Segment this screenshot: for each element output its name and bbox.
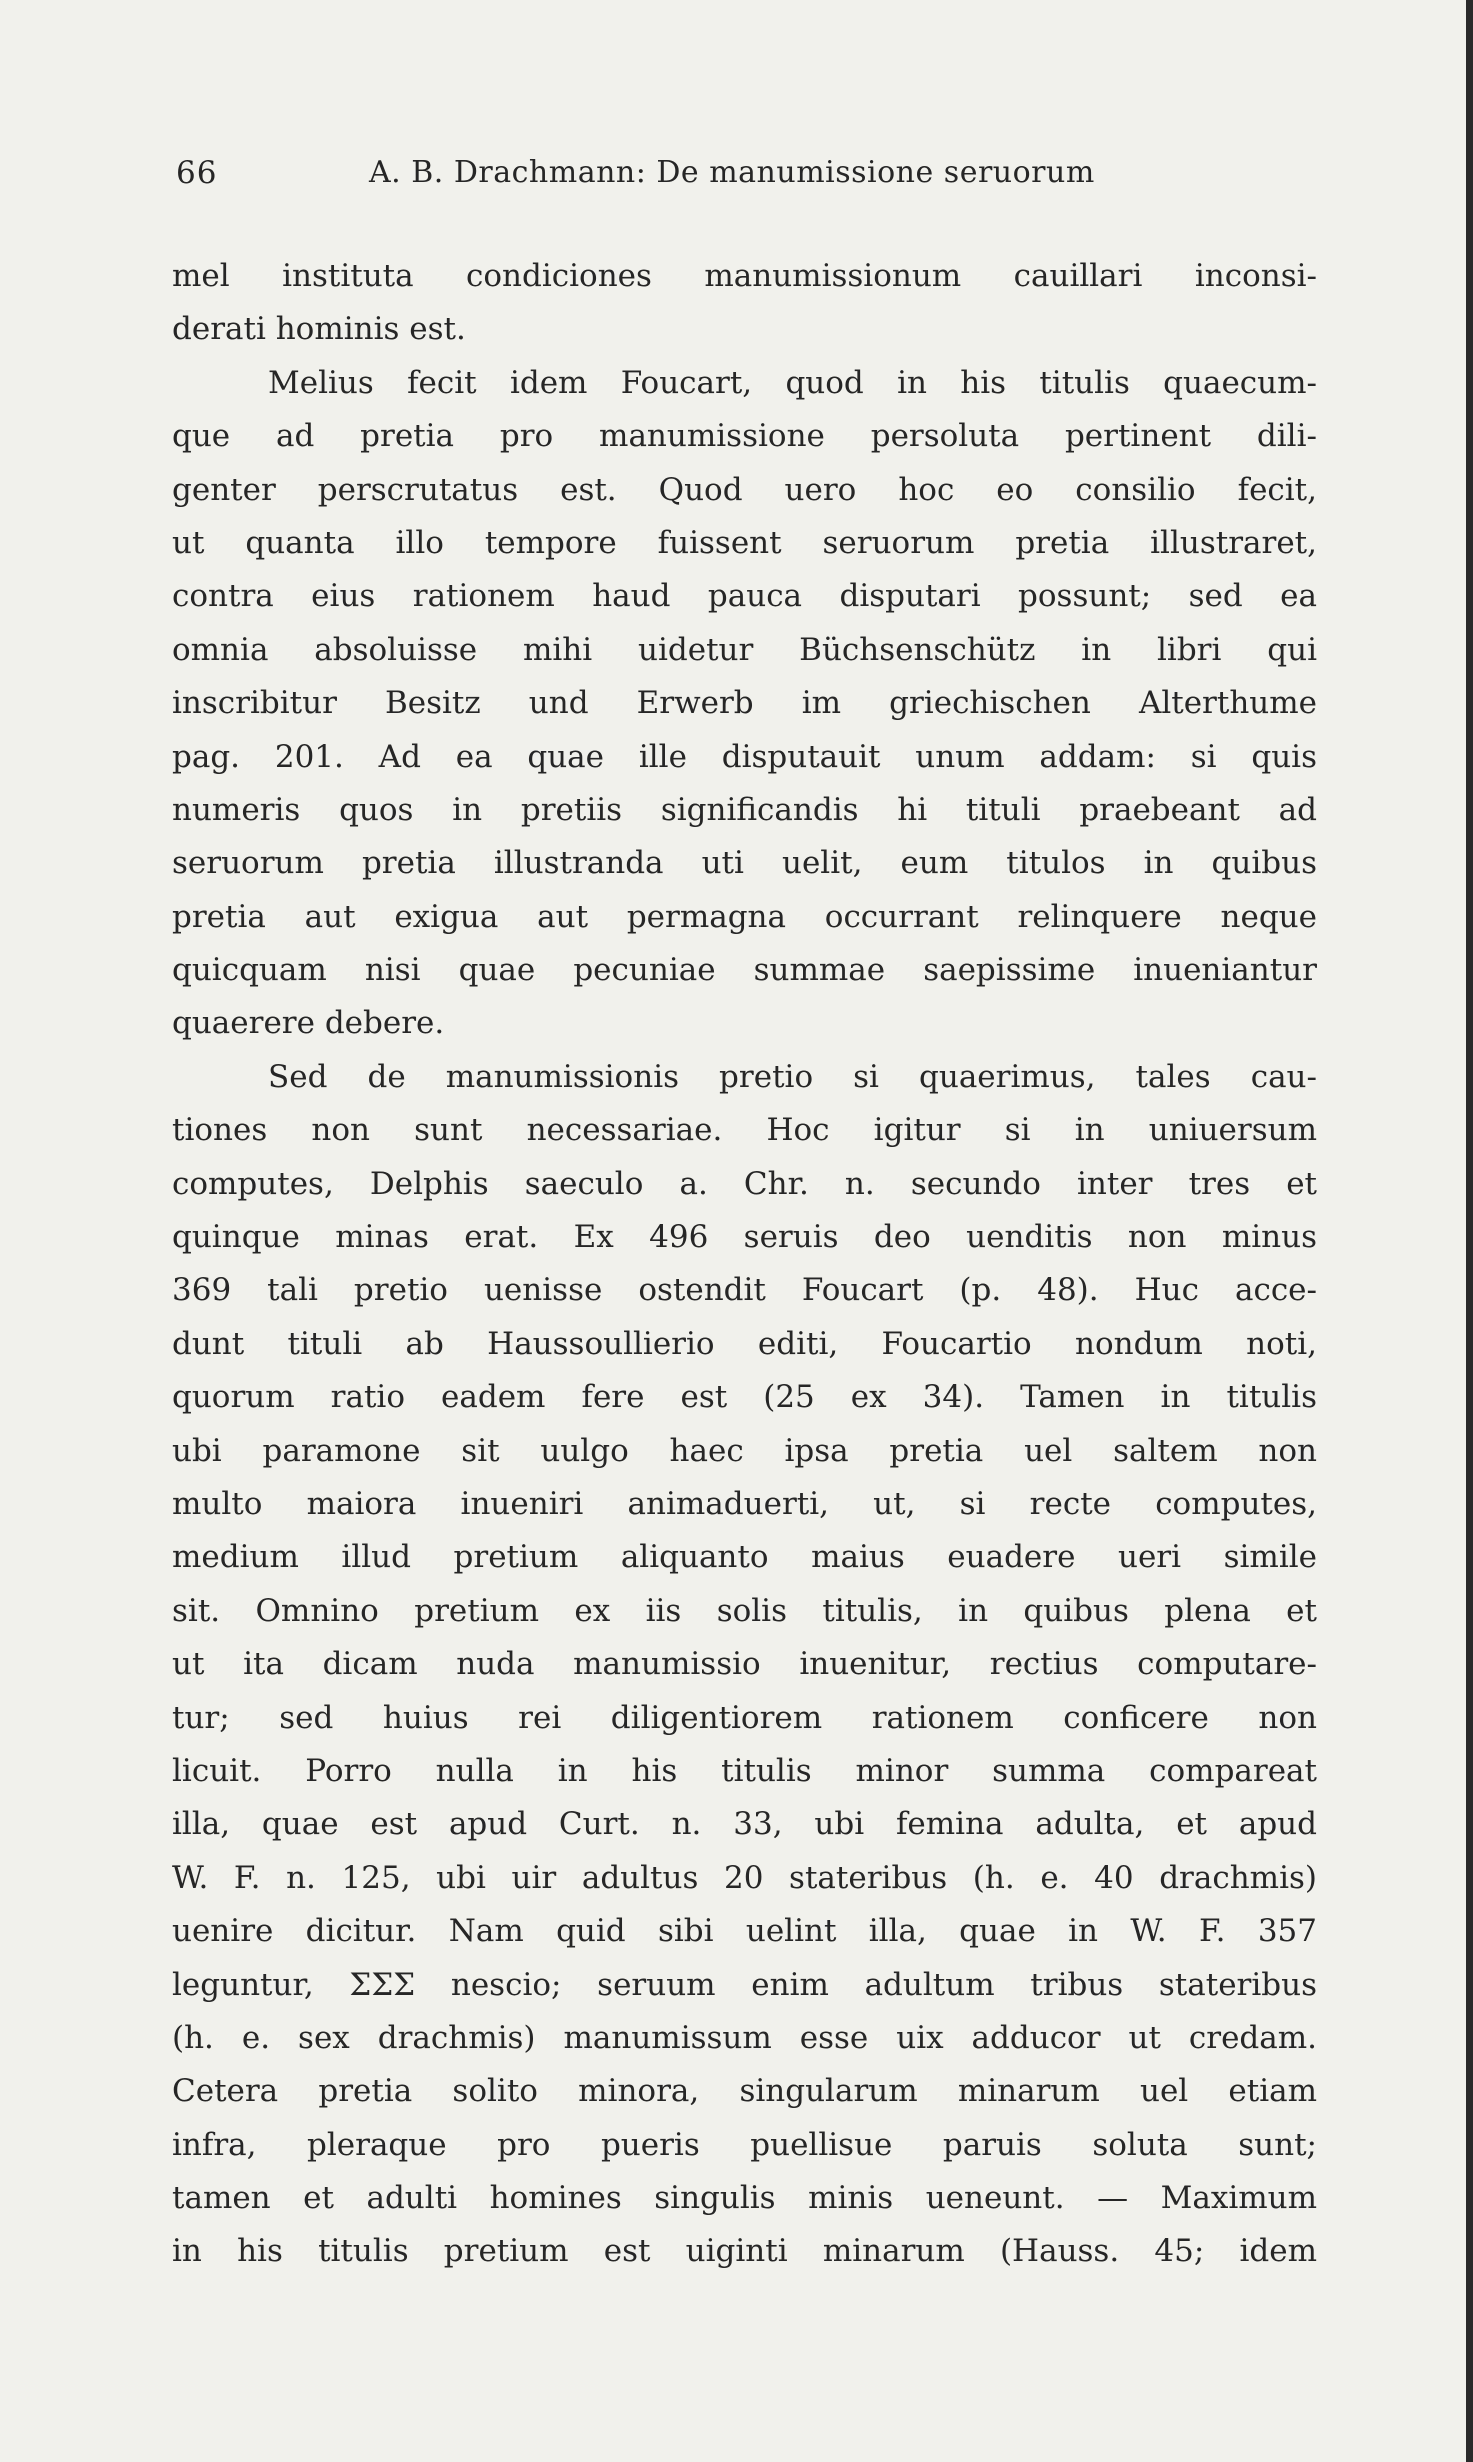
text-line: ut ita dicam nuda manumissio inuenitur, rectius computare- <box>172 1646 1317 1683</box>
text-line: computes, Delphis saeculo a. Chr. n. secundo inter tres et <box>172 1165 1317 1202</box>
text-line: ut quanta illo tempore fuissent seruorum pretia illustraret, <box>172 524 1317 561</box>
text-line: pretia aut exigua aut permagna occurrant relinquere neque <box>172 898 1317 935</box>
text-line: quicquam nisi quae pecuniae summae saepissime inueniantur <box>172 952 1317 989</box>
text-line: pag. 201. Ad ea quae ille disputauit unum addam: si quis <box>172 738 1317 775</box>
text-line: licuit. Porro nulla in his titulis minor summa compareat <box>172 1752 1317 1789</box>
text-line: multo maiora inueniri animaduerti, ut, si recte computes, <box>172 1485 1317 1522</box>
page-number: 66 <box>176 155 218 191</box>
text-line: ubi paramone sit uulgo haec ipsa pretia uel saltem non <box>172 1432 1317 1469</box>
text-line: medium illud pretium aliquanto maius euadere ueri simile <box>172 1539 1317 1576</box>
running-head: A. B. Drachmann: De manumissione seruorum <box>369 155 1095 190</box>
text-line: Cetera pretia solito minora, singularum minarum uel etiam <box>172 2073 1317 2110</box>
text-line: leguntur, ΣΣΣ nescio; seruum enim adultum tribus stateribus <box>172 1966 1317 2003</box>
text-line: derati hominis est. <box>172 311 466 348</box>
text-line: quinque minas erat. Ex 496 seruis deo uenditis non minus <box>172 1219 1317 1256</box>
text-line: Melius fecit idem Foucart, quod in his titulis quaecum- <box>268 364 1317 401</box>
text-line: quaerere debere. <box>172 1005 445 1042</box>
text-line: seruorum pretia illustranda uti uelit, eum titulos in quibus <box>172 845 1317 882</box>
text-line: Sed de manumissionis pretio si quaerimus, tales cau- <box>268 1058 1317 1095</box>
text-line: W. F. n. 125, ubi uir adultus 20 stateribus (h. e. 40 drachmis) <box>172 1859 1317 1896</box>
text-line: (h. e. sex drachmis) manumissum esse uix adducor ut credam. <box>172 2019 1317 2056</box>
text-line: 369 tali pretio uenisse ostendit Foucart (p. 48). Huc acce- <box>172 1272 1317 1309</box>
text-line: tamen et adulti homines singulis minis ueneunt. — Maximum <box>172 2180 1317 2217</box>
page-header <box>176 155 1316 205</box>
text-line: tur; sed huius rei diligentiorem rationem conficere non <box>172 1699 1317 1736</box>
text-line: inscribitur Besitz und Erwerb im griechischen Alterthume <box>172 685 1317 722</box>
text-line: tiones non sunt necessariae. Hoc igitur si in uniuersum <box>172 1112 1317 1149</box>
text-line: genter perscrutatus est. Quod uero hoc eo consilio fecit, <box>172 471 1317 508</box>
text-line: mel instituta condiciones manumissionum cauillari inconsi- <box>172 258 1317 294</box>
text-line: infra, pleraque pro pueris puellisue paruis soluta sunt; <box>172 2126 1317 2163</box>
text-line: numeris quos in pretiis significandis hi tituli praebeant ad <box>172 791 1317 828</box>
text-line: sit. Omnino pretium ex iis solis titulis, in quibus plena et <box>172 1592 1317 1629</box>
text-line: quorum ratio eadem fere est (25 ex 34). Tamen in titulis <box>172 1379 1317 1416</box>
text-line: que ad pretia pro manumissione persoluta pertinent dili- <box>172 418 1317 455</box>
text-line: omnia absoluisse mihi uidetur Büchsenschütz in libri qui <box>172 631 1317 668</box>
text-line: uenire dicitur. Nam quid sibi uelint illa, quae in W. F. 357 <box>172 1913 1317 1950</box>
text-line: dunt tituli ab Haussoullierio editi, Foucartio nondum noti, <box>172 1325 1317 1362</box>
text-line: illa, quae est apud Curt. n. 33, ubi femina adulta, et apud <box>172 1806 1317 1843</box>
page-edge-shadow <box>1466 0 1473 2462</box>
body-text <box>172 250 1317 2279</box>
text-line: in his titulis pretium est uiginti minarum (Hauss. 45; idem <box>172 2233 1317 2270</box>
text-line: contra eius rationem haud pauca disputari possunt; sed ea <box>172 578 1317 615</box>
